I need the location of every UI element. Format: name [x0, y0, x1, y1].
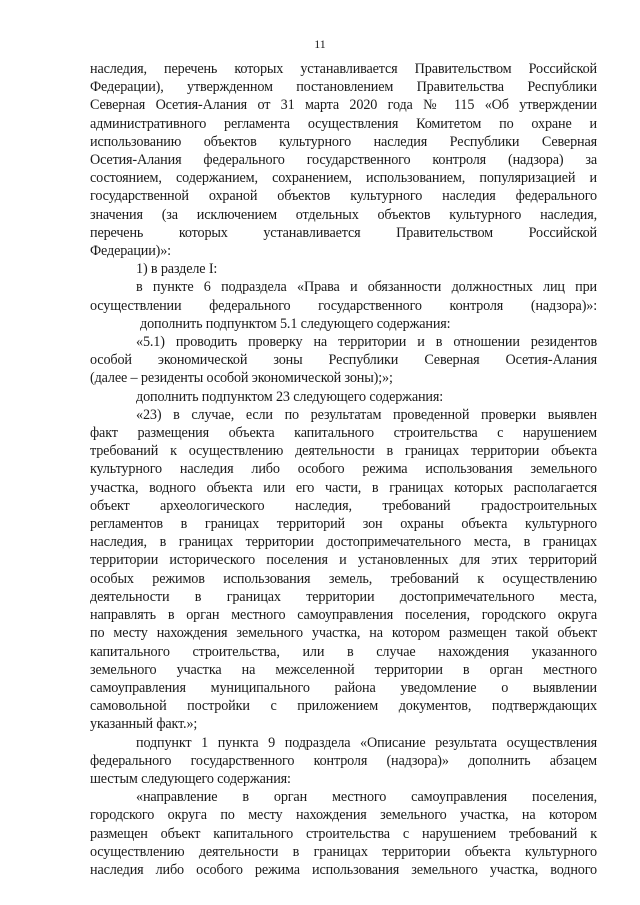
text-line: состоянием, содержанием, сохранением, использованием, популяризацией и	[90, 170, 597, 187]
text-line: 1) в разделе I:	[136, 261, 218, 278]
text-line: административного регламента осуществления Комитетом по охране и	[90, 115, 597, 132]
text-line: наследия либо особого режима использования земельного участка, водного	[90, 861, 597, 878]
text-line: направлять в орган местного самоуправления поселения, городского округа	[90, 607, 597, 624]
text-line: размещен объект капитального строительства с нарушением требований к	[90, 825, 597, 842]
text-line: дополнить подпунктом 5.1 следующего содержания:	[140, 315, 451, 332]
text-line: городского округа по месту нахождения земельного участка, на котором	[90, 807, 597, 824]
text-line: государственной охраной объектов культурного наследия федерального	[90, 188, 597, 205]
text-line: Осетия-Алания федерального государственного контроля (надзора) за	[90, 152, 597, 169]
text-line: шестым следующего содержания:	[90, 770, 291, 787]
text-line: объект археологического наследия, требований градостроительных	[90, 497, 597, 514]
text-line: перечень которых устанавливается Правительством Российской	[90, 224, 597, 241]
text-line: регламентов в границах территорий зон охраны объекта культурного	[90, 516, 597, 533]
page-number: 11	[314, 37, 326, 51]
text-line: Северная Осетия-Алания от 31 марта 2020 года № 115 «Об утверждении	[90, 97, 597, 114]
text-line: (далее – резиденты особой экономической зоны);»;	[90, 370, 393, 387]
text-line: Федерации)»:	[90, 243, 171, 260]
text-line: осуществлению деятельности в границах территории объекта культурного	[90, 843, 597, 860]
document-body	[90, 60, 597, 879]
text-line: федерального государственного контроля (надзора)» дополнить абзацем	[90, 752, 597, 769]
text-line: самоуправления муниципального района уведомление о выявлении	[90, 679, 597, 696]
text-line: наследия, перечень которых устанавливается Правительством Российской	[90, 61, 597, 77]
text-line: Федерации), утвержденном постановлением Правительства Республики	[90, 79, 597, 96]
text-line: земельного участка на межселенной территории в орган местного	[90, 661, 597, 678]
text-line: указанный факт.»;	[90, 716, 198, 733]
text-line: в пункте 6 подраздела «Права и обязанности должностных лиц при	[136, 279, 597, 296]
text-line: подпункт 1 пункта 9 подраздела «Описание результата осуществления	[136, 734, 597, 751]
text-line: самовольной постройки с приложением документов, подтверждающих	[90, 698, 597, 715]
text-line: дополнить подпунктом 23 следующего содержания:	[136, 388, 444, 405]
text-line: «направление в орган местного самоуправления поселения,	[136, 789, 597, 806]
text-line: «23) в случае, если по результатам проведенной проверки выявлен	[136, 406, 597, 423]
text-line: культурного наследия либо особого режима использования земельного	[90, 461, 597, 478]
text-line: особой экономической зоны Республики Северная Осетия-Алания	[90, 352, 597, 369]
text-line: «5.1) проводить проверку на территории и в отношении резидентов	[136, 334, 597, 351]
text-line: особых режимов использования земель, требований к осуществлению	[90, 570, 597, 587]
text-line: территории исторического поселения и установленных для этих территорий	[90, 552, 597, 569]
text-line: факт размещения объекта капитального строительства с нарушением	[90, 425, 597, 442]
text-line: деятельности в границах территории достопримечательного места,	[90, 588, 597, 605]
text-line: наследия, в границах территории достопримечательного места, в границах	[90, 534, 597, 551]
text-line: капитального строительства, или в случае нахождения указанного	[90, 643, 597, 660]
text-line: использованию объектов культурного наследия Республики Северная	[90, 133, 597, 150]
text-line: участка, водного объекта или его части, в границах которых располагается	[90, 479, 597, 496]
text-line: по месту нахождения земельного участка, на котором размещен такой объект	[90, 625, 597, 642]
text-line: значения (за исключением отдельных объектов культурного наследия,	[90, 206, 597, 223]
text-line: осуществлении федерального государственного контроля (надзора)»:	[90, 297, 597, 314]
text-line: требований к осуществлению деятельности в границах территории объекта	[90, 443, 597, 460]
